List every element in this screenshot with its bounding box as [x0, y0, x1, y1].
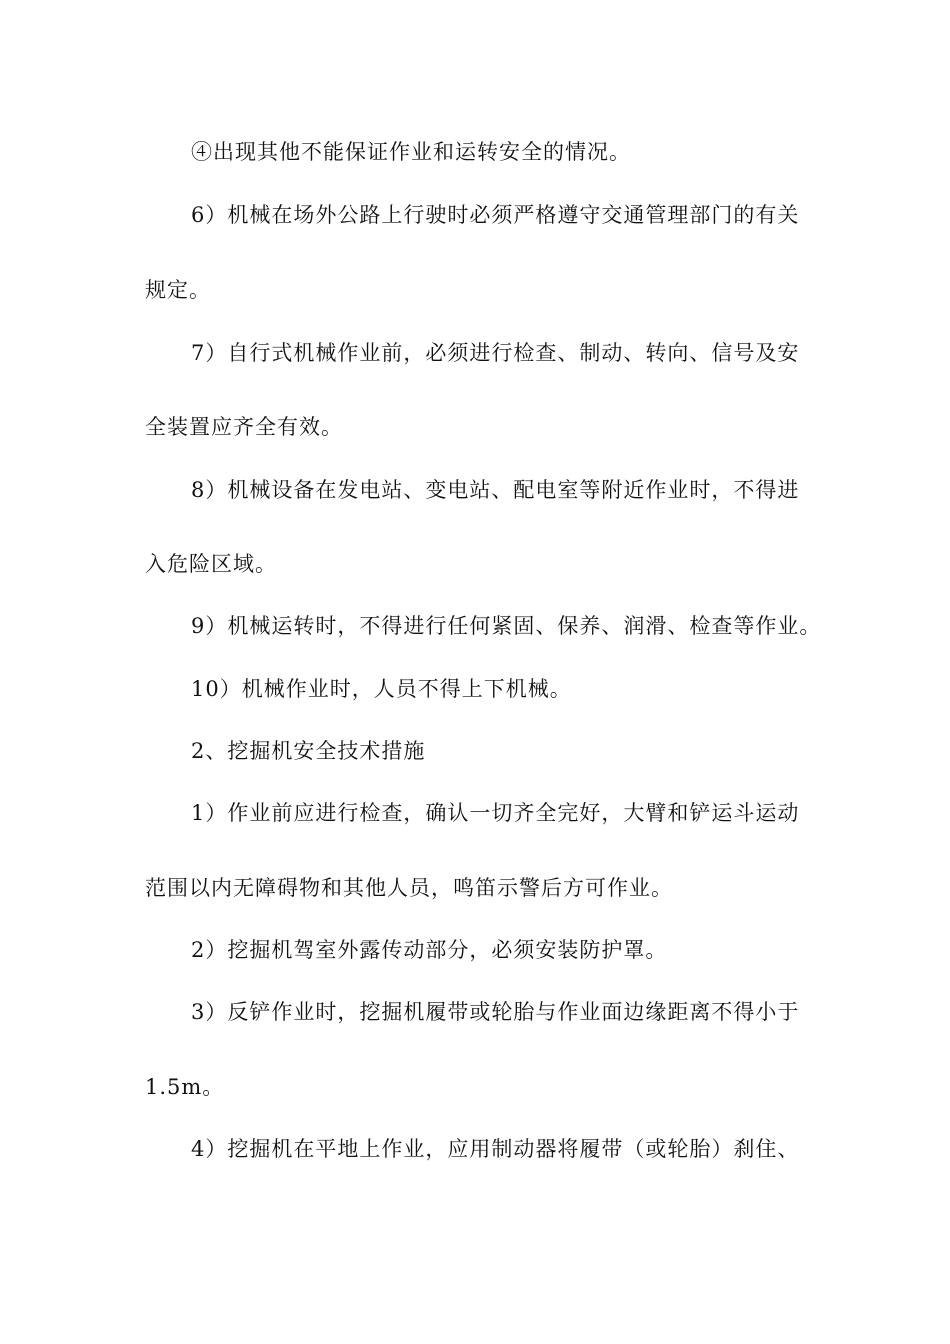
paragraph-line: 9）机械运转时，不得进行任何紧固、保养、润滑、检查等作业。: [191, 614, 822, 638]
paragraph-line: ④出现其他不能保证作业和运转安全的情况。: [191, 140, 631, 164]
paragraph-line: 7）自行式机械作业前，必须进行检查、制动、转向、信号及安: [191, 341, 800, 365]
paragraph-line: 4）挖掘机在平地上作业，应用制动器将履带（或轮胎）刹住、: [191, 1137, 800, 1161]
paragraph-line: 8）机械设备在发电站、变电站、配电室等附近作业时，不得进: [191, 478, 800, 502]
paragraph-line: 6）机械在场外公路上行驶时必须严格遵守交通管理部门的有关: [191, 203, 800, 227]
paragraph-line: 1.5m。: [145, 1075, 225, 1099]
paragraph-line: 2）挖掘机驾室外露传动部分，必须安装防护罩。: [191, 938, 668, 962]
paragraph-line: 10）机械作业时，人员不得上下机械。: [191, 677, 572, 701]
paragraph-line: 3）反铲作业时，挖掘机履带或轮胎与作业面边缘距离不得小于: [191, 1000, 800, 1024]
paragraph-line: 全装置应齐全有效。: [145, 415, 343, 439]
paragraph-line: 规定。: [145, 278, 211, 302]
paragraph-line: 范围以内无障碍物和其他人员，鸣笛示警后方可作业。: [145, 876, 673, 900]
paragraph-line: 入危险区域。: [145, 552, 277, 576]
paragraph-line: 1）作业前应进行检查，确认一切齐全完好，大臂和铲运斗运动: [191, 801, 800, 825]
section-heading: 2、挖掘机安全技术措施: [191, 739, 426, 763]
